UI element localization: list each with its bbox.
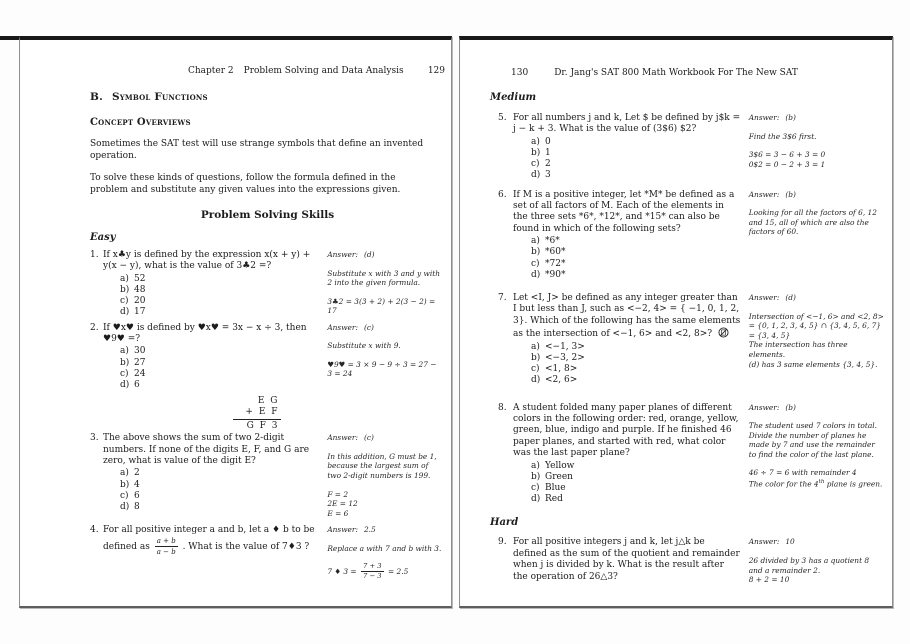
answer-formulas	[749, 150, 884, 169]
answer-value: (d)	[363, 250, 375, 259]
options-list	[531, 342, 741, 387]
question-3	[90, 433, 443, 518]
question-text: The above shows the sum of two 2-digit numbers. If none of the digits E, F, and G are zero, what is value of the digit E?	[103, 433, 310, 467]
answer-note: Substitute x with 9.	[327, 341, 401, 351]
option-text: 52	[134, 273, 146, 284]
question-number: 4.	[90, 525, 99, 536]
question-text-post: . What is the value of 7♦3 ?	[182, 541, 310, 552]
question-6	[498, 190, 884, 281]
answer-note: Intersection of <−1, 6> and <2, 8> = {0, 1, 2, 3, 4, 5} ∩ {3, 4, 5, 6, 7} = {3, 4, 5}	[748, 311, 884, 340]
option-text: 20	[134, 296, 146, 307]
option-label: a)	[531, 136, 540, 147]
option-label: b)	[531, 247, 541, 258]
answer-line	[327, 525, 443, 535]
option-d	[120, 502, 319, 513]
option-text: 2	[134, 468, 140, 479]
answer-formula: 8 + 2 = 10	[748, 575, 790, 585]
option-label: d)	[531, 269, 541, 280]
option-text: 17	[134, 307, 146, 318]
option-label: b)	[531, 471, 541, 482]
question-text: If x♣y is defined by the expression x(x + y) + y(x − y), what is the value of 3♣2 =?	[103, 250, 311, 272]
option-text: Blue	[545, 482, 566, 493]
option-a	[120, 274, 319, 285]
question-number: 2.	[90, 322, 99, 333]
option-label: d)	[531, 170, 541, 181]
option-text: 27	[134, 357, 146, 368]
option-text: 6	[134, 490, 140, 501]
option-b	[531, 247, 741, 258]
question-7	[498, 293, 884, 386]
answer-note: 26 divided by 3 has a quotient 8 and a remainder 2.	[748, 555, 870, 575]
option-label: c)	[120, 368, 129, 379]
answer-value: 10	[785, 537, 795, 547]
addition-line-1: E G	[257, 396, 279, 407]
option-text: 6	[134, 380, 140, 391]
right-page	[459, 36, 893, 608]
answer-label: Answer:	[748, 113, 780, 122]
question-number: 7.	[498, 293, 507, 304]
option-text: <1, 8>	[545, 364, 578, 375]
answer-formula: 3$6 = 3 − 6 + 3 = 0	[748, 150, 826, 160]
option-label: b)	[120, 285, 130, 296]
answer-line	[749, 403, 884, 413]
option-c	[531, 483, 741, 494]
question-text-body: Let <I, J> be defined as any integer greater than I but less than J, such as <−2, 4> = { −1, 0, 1, 2, 3}. Which of the following has the same elements as the intersection of <−1, 6> and <2, 8>?	[513, 293, 741, 340]
question-4	[90, 525, 443, 580]
answer-label: Answer:	[748, 402, 780, 412]
formula-superscript: th	[818, 479, 825, 486]
page-number: 129	[427, 66, 445, 76]
option-text: 3	[545, 170, 551, 181]
fraction-numerator: 7 + 3	[361, 563, 384, 573]
addition-line-2: + E F	[233, 407, 281, 420]
question-number: 8.	[498, 402, 507, 413]
answer-line	[327, 323, 443, 333]
option-b	[531, 353, 741, 364]
option-label: c)	[531, 482, 540, 493]
option-text: 24	[134, 368, 146, 379]
option-d	[531, 494, 741, 505]
answer-label: Answer:	[748, 537, 780, 547]
answer-block	[749, 537, 884, 584]
option-label: b)	[120, 357, 130, 368]
question-number: 1.	[90, 250, 99, 260]
answer-value: (b)	[785, 189, 796, 199]
option-text: <−1, 3>	[545, 341, 585, 352]
option-b	[531, 148, 741, 159]
option-label: a)	[120, 346, 129, 357]
option-a	[531, 342, 741, 353]
option-d	[120, 380, 319, 391]
page-number: 130	[511, 68, 529, 78]
option-text: 8	[134, 502, 140, 513]
question-text: If M is a positive integer, let *M* be defined as a set of all factors of M. Each of the elements in the three sets *6*, *12*, and *15* can also be found in which of the following sets?	[513, 189, 735, 234]
question-number: 9.	[498, 537, 507, 548]
option-text: Yellow	[545, 460, 575, 471]
option-a	[531, 137, 741, 148]
options-list	[120, 468, 319, 513]
answer-note: In this addition, G must be 1, because the largest sum of two 2-digit numbers is 199.	[327, 451, 437, 481]
fraction-denominator: 7 − 3	[362, 572, 382, 581]
answer-formulas	[327, 490, 443, 519]
answer-value: (b)	[785, 402, 796, 412]
answer-label: Answer:	[327, 525, 358, 535]
answer-note: Replace a with 7 and b with 3.	[327, 544, 442, 553]
options-list	[531, 137, 741, 182]
option-c	[531, 364, 741, 375]
option-d	[531, 170, 741, 181]
answer-block	[327, 525, 443, 580]
intro-paragraph-2: To solve these kinds of questions, follow the formula defined in the problem and substitute any given values into the expressions given.	[90, 173, 401, 195]
skills-title: Problem Solving Skills	[200, 209, 335, 221]
options-list	[120, 346, 319, 391]
answer-line	[749, 113, 884, 123]
fraction-denominator: a − b	[156, 547, 176, 556]
option-b	[120, 480, 319, 491]
option-text: <2, 6>	[545, 375, 578, 386]
top-rule-extension	[0, 36, 19, 40]
option-a	[531, 236, 741, 247]
question-text-pre: For all positive integer a and b, let a ♦ b to be defined as	[103, 525, 315, 552]
answer-value: (c)	[363, 433, 374, 443]
answer-block	[327, 250, 443, 316]
option-text: *6*	[545, 236, 560, 247]
left-page	[19, 36, 452, 608]
option-text: *60*	[545, 247, 566, 258]
question-text	[513, 293, 741, 341]
answer-formula: (d) has 3 same elements {3, 4, 5}.	[748, 359, 878, 369]
option-b	[120, 285, 319, 296]
option-c	[120, 369, 319, 380]
option-text: *72*	[545, 258, 566, 269]
answer-label: Answer:	[748, 189, 780, 199]
answer-line	[327, 433, 443, 443]
option-d	[531, 270, 741, 281]
option-b	[120, 358, 319, 369]
option-label: b)	[531, 148, 541, 159]
option-text: Red	[545, 494, 563, 505]
answer-line	[749, 537, 884, 547]
answer-formula-sup-line	[749, 478, 884, 489]
options-list	[531, 461, 741, 506]
question-text	[103, 525, 319, 555]
fraction	[361, 563, 384, 581]
option-d	[531, 375, 741, 386]
answer-block	[327, 433, 443, 518]
option-text: 1	[545, 148, 551, 159]
answer-line	[327, 250, 443, 260]
answer-formula: 3♣2 = 3(3 + 2) + 2(3 − 2) = 17	[327, 296, 436, 316]
options-list	[120, 274, 319, 319]
answer-note: The student used 7 colors in total. Divide the number of planes he made by 7 and use the remainder to find the color of the last plane.	[748, 421, 877, 459]
question-9	[498, 537, 884, 584]
option-label: d)	[531, 375, 541, 386]
option-text: 2	[545, 159, 551, 170]
option-text: 30	[134, 346, 146, 357]
difficulty-hard: Hard	[490, 517, 519, 529]
formula-post: = 2.5	[388, 566, 409, 576]
answer-block	[749, 113, 884, 169]
intro-paragraph-1: Sometimes the SAT test will use strange symbols that define an invented operation.	[90, 139, 424, 161]
option-label: a)	[120, 273, 129, 284]
answer-formula	[327, 563, 443, 581]
option-a	[120, 346, 319, 357]
option-c	[531, 259, 741, 270]
answer-line	[749, 190, 884, 200]
answer-note: Substitute x with 3 and y with 2 into the given formula.	[327, 268, 440, 288]
fraction	[155, 537, 178, 556]
answer-value: (d)	[785, 293, 796, 303]
option-label: c)	[531, 159, 540, 170]
page-header	[511, 68, 884, 78]
section-heading	[90, 91, 443, 103]
fraction-numerator: a + b	[156, 536, 176, 545]
option-label: c)	[120, 490, 129, 501]
addition-problem	[233, 396, 281, 432]
question-number: 5.	[498, 113, 507, 123]
question-number: 6.	[498, 189, 507, 200]
option-text: 0	[545, 136, 551, 147]
question-8	[498, 403, 884, 506]
formula-post: plane is green.	[824, 479, 883, 489]
answer-value: (c)	[363, 322, 374, 332]
option-text: 48	[134, 285, 146, 296]
option-label: c)	[531, 364, 540, 375]
section-label: B.	[90, 91, 103, 103]
difficulty-medium: Medium	[490, 92, 537, 103]
answer-formula: F = 2	[327, 489, 349, 499]
answer-formulas	[749, 340, 884, 369]
option-label: d)	[120, 380, 130, 391]
option-text: *90*	[545, 269, 566, 280]
option-label: c)	[531, 258, 540, 269]
answer-label: Answer:	[748, 293, 780, 303]
answer-formula: 0$2 = 0 − 2 + 3 = 1	[748, 159, 826, 169]
answer-formulas	[749, 468, 884, 489]
option-label: b)	[120, 479, 130, 490]
answer-formula: 2E = 12	[327, 499, 358, 509]
answer-block	[749, 190, 884, 237]
answer-note: Find the 3$6 first.	[748, 131, 817, 141]
answer-formula: 46 ÷ 7 = 6 with remainder 4	[748, 468, 857, 478]
no-calculator-icon	[718, 327, 729, 338]
question-2	[90, 323, 443, 392]
option-text: 4	[134, 479, 140, 490]
addition-line-3: G F 3	[246, 421, 279, 432]
question-1	[90, 250, 443, 319]
option-text: <−3, 2>	[545, 352, 585, 363]
answer-note: Looking for all the factors of 6, 12 and 15, all of which are also the factors of 60.	[748, 208, 877, 237]
question-text: For all positive integers j and k, let j△k be defined as the sum of the quotient and remainder when j is divided by k. What is the result after the operation of 26△3?	[513, 537, 740, 582]
option-label: a)	[120, 468, 129, 479]
answer-formula: The intersection has three elements.	[748, 340, 848, 360]
answer-label: Answer:	[327, 433, 358, 443]
question-text: A student folded many paper planes of different colors in the following order: red, orange, yellow, green, blue, indigo and purple. If he finished 46 paper planes, and started with red, what color was the last paper plane?	[513, 402, 739, 459]
difficulty-easy: Easy	[90, 232, 116, 243]
option-label: a)	[531, 236, 540, 247]
option-a	[531, 461, 741, 472]
option-c	[531, 159, 741, 170]
question-number: 3.	[90, 433, 99, 444]
option-text: Green	[545, 471, 573, 482]
option-label: d)	[531, 494, 541, 505]
question-text: For all numbers j and k, Let $ be defined by j$k = j − k + 3. What is the value of (3$6) $2?	[513, 113, 741, 135]
formula-pre: The color for the 4	[748, 479, 819, 489]
answer-value: (b)	[785, 113, 796, 122]
answer-label: Answer:	[327, 250, 358, 259]
book-title: Dr. Jang's SAT 800 Math Workbook For The New SAT	[554, 68, 798, 78]
answer-label: Answer:	[327, 322, 358, 332]
answer-line	[749, 293, 884, 303]
option-label: c)	[120, 296, 129, 307]
page-header	[188, 66, 445, 76]
answer-block	[327, 323, 443, 379]
section-title: Symbol Functions	[111, 91, 208, 103]
answer-formula: E = 6	[327, 508, 349, 518]
option-c	[120, 491, 319, 502]
option-b	[531, 472, 741, 483]
option-label: b)	[531, 352, 541, 363]
concept-overviews-heading: Concept Overviews	[90, 117, 191, 128]
option-a	[120, 468, 319, 479]
answer-block	[749, 403, 884, 490]
answer-value: 2.5	[363, 525, 376, 535]
answer-formula: ♥9♥ = 3 × 9 − 9 ÷ 3 = 27 − 3 = 24	[327, 359, 437, 379]
option-label: d)	[120, 502, 130, 513]
options-list	[531, 236, 741, 281]
chapter-label: Chapter 2	[188, 66, 234, 76]
question-5	[498, 113, 884, 182]
option-label: d)	[120, 307, 130, 318]
option-label: a)	[531, 460, 540, 471]
formula-pre: 7 ♦ 3 =	[327, 566, 357, 576]
chapter-title: Problem Solving and Data Analysis	[243, 66, 404, 76]
option-c	[120, 296, 319, 307]
answer-block	[749, 293, 884, 369]
option-d	[120, 307, 319, 318]
question-text: If ♥x♥ is defined by ♥x♥ = 3x − x ÷ 3, then ♥9♥ =?	[103, 322, 307, 345]
option-label: a)	[531, 341, 540, 352]
